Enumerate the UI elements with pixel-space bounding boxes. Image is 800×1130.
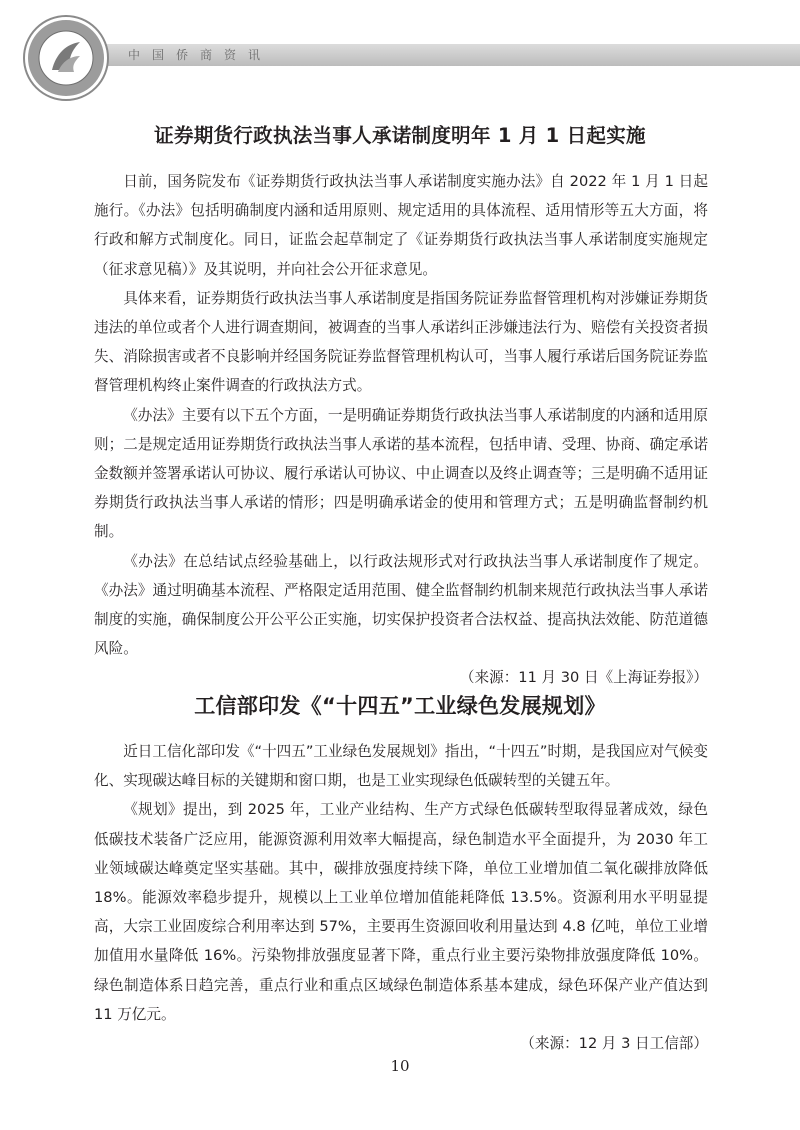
article-1-paragraph: 《办法》在总结试点经验基础上，以行政法规形式对行政执法当事人承诺制度作了规定。《办法》通过明确基本流程、严格限定适用范围、健全监督制约机制来规范行政执法当事人承诺制度的实施，确保制度公开公平公正实施，切实保护投资者合法权益、提高执法效能、防范道德风险。 [94, 552, 708, 658]
page-number: 10 [390, 1057, 410, 1075]
association-logo-icon [22, 14, 110, 102]
article-1-paragraph: 《办法》主要有以下五个方面，一是明确证券期货行政执法当事人承诺制度的内涵和适用原则；二是规定适用证券期货行政执法当事人承诺的基本流程，包括申请、受理、协商、确定承诺金数额并签署承诺认可协议、履行承诺认可协议、中止调查以及终止调查等；三是明确不适用证券期货行政执法当事人承诺的情形；四是明确承诺金的使用和管理方式；五是明确监督制约机制。 [94, 406, 708, 541]
article-1-source: （来源：11 月 30 日《上海证券报》） [459, 669, 708, 687]
article-2-paragraph: 《规划》提出，到 2025 年，工业产业结构、生产方式绿色低碳转型取得显著成效，绿色低碳技术装备广泛应用，能源资源利用效率大幅提高，绿色制造水平全面提升，为 2030 年工业领域碳达峰奠定坚实基础。其中，碳排放强度持续下降，单位工业增加值二氧化碳排放降低 18%。能源效率稳步提升，规模以上工业单位增加值能耗降低 13.5%。资源利用水平明显提高，大宗工业固废综合利用率达到 57%，主要再生资源回收利用量达到 4.8 亿吨，单位工业增加值用水量降低 16%。污染物排放强度显著下降，重点行业主要污染物排放强度降低 10%。绿色制造体系日趋完善，重点行业和重点区域绿色制造体系基本建成，绿色环保产业产值达到 11 万亿元。 [94, 801, 708, 1023]
article-2-paragraph: 近日工信化部印发《“十四五”工业绿色发展规划》指出，“十四五”时期，是我国应对气候变化、实现碳达峰目标的关键期和窗口期，也是工业实现绿色低碳转型的关键五年。 [94, 743, 708, 790]
header-title: 中国侨商资讯 [128, 48, 273, 62]
article-2-source: （来源：12 月 3 日工信部） [520, 1035, 708, 1053]
article-1-title: 证券期货行政执法当事人承诺制度明年 1 月 1 日起实施 [154, 124, 646, 147]
article-1-paragraph: 日前，国务院发布《证券期货行政执法当事人承诺制度实施办法》自 2022 年 1 月 1 日起施行。《办法》包括明确制度内涵和适用原则、规定适用的具体流程、适用情形等五大方面，将行政和解方式制度化。同日，证监会起草制定了《证券期货行政执法当事人承诺制度实施规定（征求意见稿）》及其说明，并向社会公开征求意见。 [94, 173, 708, 278]
article-2-title: 工信部印发《“十四五”工业绿色发展规划》 [194, 694, 606, 718]
article-2-body [94, 737, 708, 1058]
article-1-paragraph: 具体来看，证券期货行政执法当事人承诺制度是指国务院证券监督管理机构对涉嫌证券期货违法的单位或者个人进行调查期间，被调查的当事人承诺纠正涉嫌违法行为、赔偿有关投资者损失、消除损害或者不良影响并经国务院证券监督管理机构认可，当事人履行承诺后国务院证券监督管理机构终止案件调查的行政执法方式。 [94, 289, 708, 395]
article-1-body [94, 167, 708, 693]
